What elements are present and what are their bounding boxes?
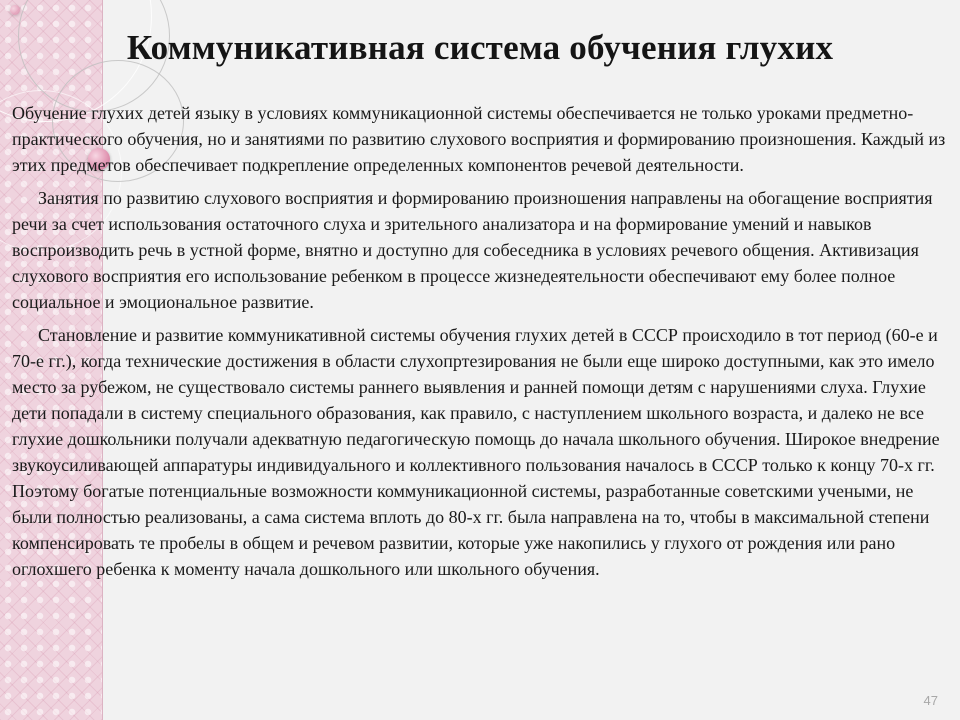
paragraph-auditory-perception: Занятия по развитию слухового восприятия и формированию произношения направлены на обогащение восприятия речи за счет использования остаточного слуха и зрительного анализатора и на формирование умений и навыков воспроизводить речь в устной форме, внятно и доступно для собеседника в условиях речевого общения. Активизация слухового восприятия его использование ребенком в процессе жизнедеятельности обеспечивают ему более полное социальное и эмоциональное развитие. <box>12 188 933 312</box>
slide-title: Коммуникативная система обучения глухих <box>126 28 834 67</box>
page-number: 47 <box>923 693 938 708</box>
slide-body <box>12 100 952 589</box>
decorative-dot <box>10 5 20 15</box>
paragraph-history: Становление и развитие коммуникативной системы обучения глухих детей в СССР происходило в тот период (60-е и 70-е гг.), когда технические достижения в области слухопртезирования не были еще широко доступными, как это имело место за рубежом, не существовало системы раннего выявления и ранней помощи детям с нарушениями слуха. Глухие дети попадали в систему специального образования, как правило, с наступлением школьного возраста, и далеко не все глухие дошкольники получали адекватную педагогическую помощь до начала школьного обучения. Широкое внедрение звукоусиливающей аппаратуры индивидуального и коллективного пользования началось в СССР только к концу 70-х гг. Поэтому богатые потенциальные возможности коммуникационной системы, разработанные советскими учеными, не были полностью реализованы, а сама система вплоть до 80-х гг. была направлена на то, чтобы в максимальной степени компенсировать те пробелы в общем и речевом развитии, которые уже накопились у глухого от рождения или рано оглохшего ребенка к моменту начала дошкольного или школьного обучения. <box>12 325 940 579</box>
paragraph-intro: Обучение глухих детей языку в условиях коммуникационной системы обеспечивается не только уроками предметно-практического обучения, но и занятиями по развитию слухового восприятия и формированию произношения. Каждый из этих предметов обеспечивает подкрепление определенных компонентов речевой деятельности. <box>12 103 946 175</box>
